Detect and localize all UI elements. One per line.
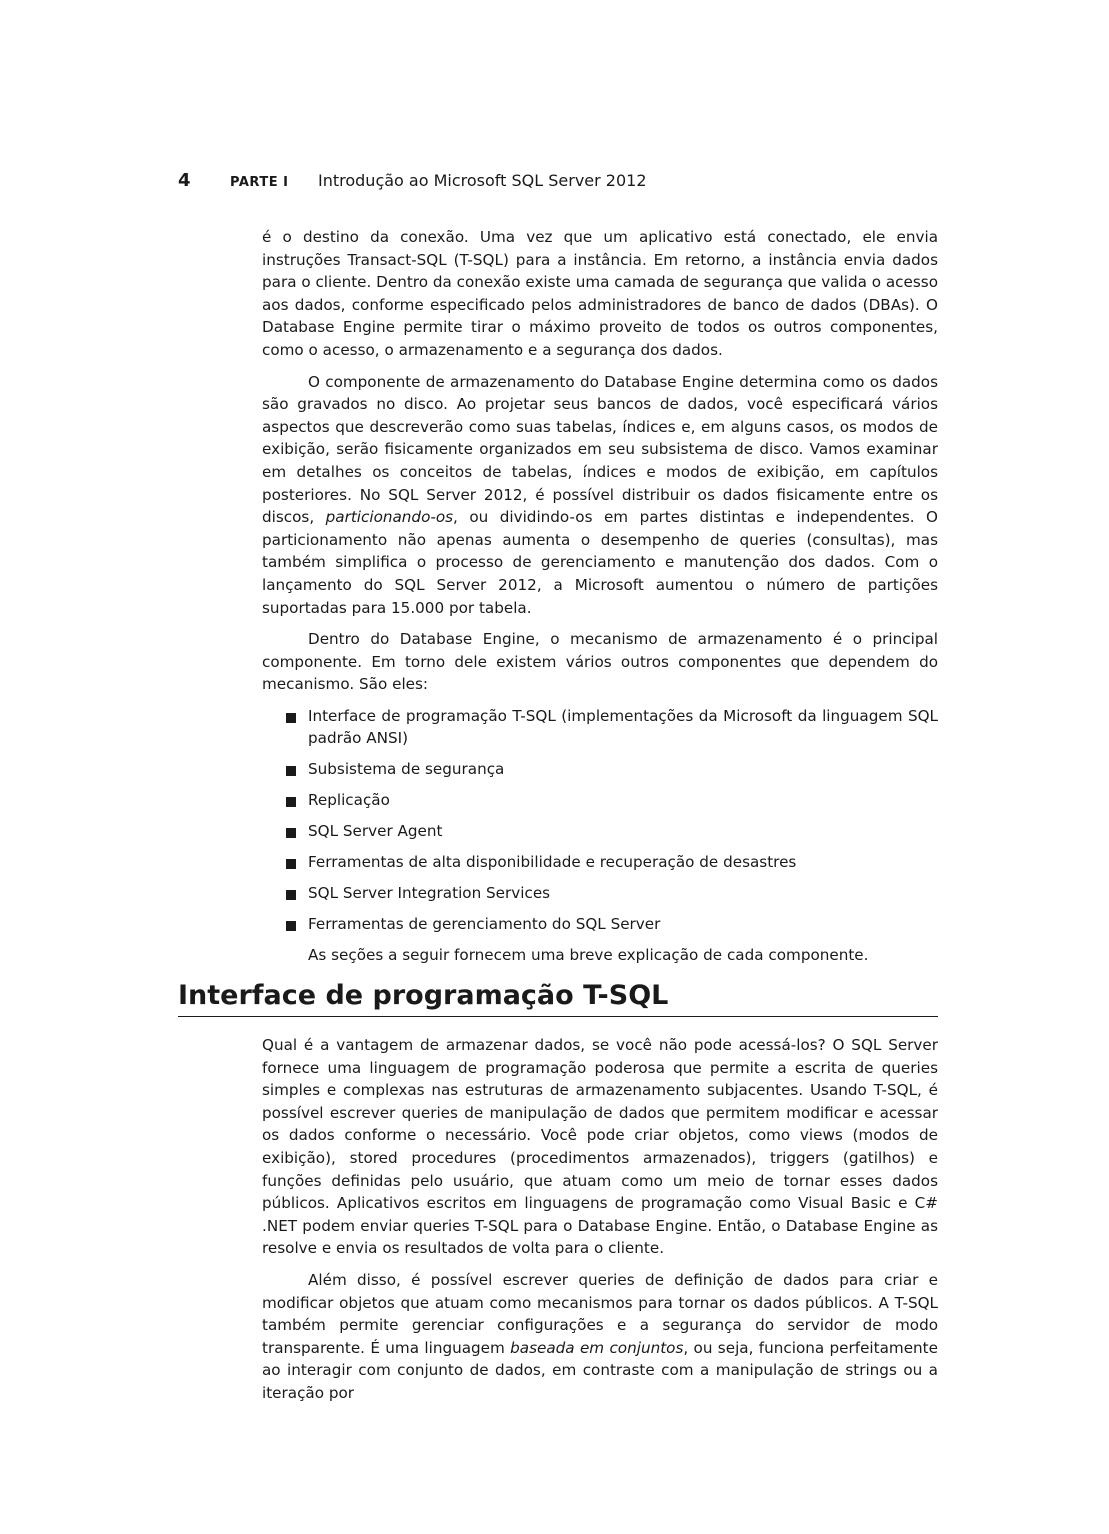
square-bullet-icon: [286, 859, 296, 869]
square-bullet-icon: [286, 797, 296, 807]
running-header: [178, 170, 647, 194]
italic-term: particionando-os: [325, 508, 454, 527]
list-item: [262, 913, 938, 936]
page-number: 4: [178, 170, 191, 191]
paragraph: Dentro do Database Engine, o mecanismo de armazenamento é o principal componente. Em torno dele existem vários outros componentes que dependem do mecanismo. São eles:: [262, 630, 938, 694]
paragraph-text: O componente de armazenamento do Database Engine determina como os dados são gravados no disco. Ao projetar seus bancos de dados, você especificará vários aspectos que descreverão como suas tabelas, índices e, em alguns casos, os modos de exibição, serão fisicamente organizados em seu subsistema de disco. Vamos examinar em detalhes os conceitos de tabelas, índices e modos de exibição, em capítulos posteriores. No SQL Server 2012, é possível distribuir os dados fisicamente entre os discos,: [262, 372, 938, 527]
list-item-text: Ferramentas de gerenciamento do SQL Server: [308, 915, 661, 934]
square-bullet-icon: [286, 890, 296, 900]
list-item-text: Replicação: [308, 791, 390, 810]
section-heading: Interface de programação T-SQL: [178, 978, 938, 1017]
chapter-title: Introdução ao Microsoft SQL Server 2012: [318, 171, 647, 190]
paragraph: Qual é a vantagem de armazenar dados, se você não pode acessá-los? O SQL Server fornece uma linguagem de programação poderosa que permite a escrita de queries simples e complexas nas estruturas de armazenamento subjacentes. Usando T-SQL, é possível escrever queries de manipulação de dados que permitem modificar e acessar os dados conforme o necessário. Você pode criar objetos, como views (modos de exibição), stored procedures (procedimentos armazenados), triggers (gatilhos) e funções definidas pelo usuário, que atuam como um meio de tornar esses dados públicos. Aplicativos escritos em linguagens de programação como Visual Basic e C# .NET podem enviar queries T-SQL para o Database Engine. Então, o Database Engine as resolve e envia os resultados de volta para o cliente.: [262, 1036, 938, 1258]
paragraph-text: , ou seja, funciona perfeitamente ao interagir com conjunto de dados, em contraste com a manipulação de strings ou a iteração por: [262, 1338, 938, 1402]
list-item: [262, 851, 938, 874]
list-item-text: SQL Server Integration Services: [308, 884, 551, 903]
list-item: [262, 758, 938, 781]
body-column-top: [262, 226, 938, 976]
list-item: [262, 820, 938, 843]
list-item: [262, 705, 938, 750]
square-bullet-icon: [286, 921, 296, 931]
paragraph: [262, 1269, 938, 1405]
component-list: [262, 705, 938, 936]
paragraph-text: , ou dividindo-os em partes distintas e independentes. O particionamento não apenas aumenta o desempenho de queries (consultas), mas também simplifica o processo de gerenciamento e manutenção dos dados. Com o lançamento do SQL Server 2012, a Microsoft aumentou o número de partições suportadas para 15.000 por tabela.: [262, 508, 939, 617]
body-column-section: [262, 1034, 938, 1414]
paragraph: [262, 371, 938, 620]
square-bullet-icon: [286, 766, 296, 776]
list-item-text: Interface de programação T-SQL (implementações da Microsoft da linguagem SQL padrão ANSI): [308, 706, 938, 748]
part-label: PARTE I: [230, 175, 289, 190]
list-item-text: SQL Server Agent: [308, 822, 443, 841]
italic-term: baseada em conjuntos: [510, 1338, 684, 1357]
list-item-text: Subsistema de segurança: [308, 760, 505, 779]
list-item-text: Ferramentas de alta disponibilidade e recuperação de desastres: [308, 853, 797, 872]
square-bullet-icon: [286, 828, 296, 838]
list-item: [262, 882, 938, 905]
paragraph-text: Além disso, é possível escrever queries de definição de dados para criar e modificar objetos que atuam como mecanismos para tornar os dados públicos. A T-SQL também permite gerenciar configurações e a segurança do servidor de modo transparente. É uma linguagem: [262, 1270, 938, 1357]
paragraph: As seções a seguir fornecem uma breve explicação de cada componente.: [308, 946, 869, 965]
list-item: [262, 789, 938, 812]
square-bullet-icon: [286, 713, 296, 723]
paragraph: é o destino da conexão. Uma vez que um aplicativo está conectado, ele envia instruções Transact-SQL (T-SQL) para a instância. Em retorno, a instância envia dados para o cliente. Dentro da conexão existe uma camada de segurança que valida o acesso aos dados, conforme especificado pelos administradores de banco de dados (DBAs). O Database Engine permite tirar o máximo proveito de todos os outros componentes, como o acesso, o armazenamento e a segurança dos dados.: [262, 228, 938, 359]
